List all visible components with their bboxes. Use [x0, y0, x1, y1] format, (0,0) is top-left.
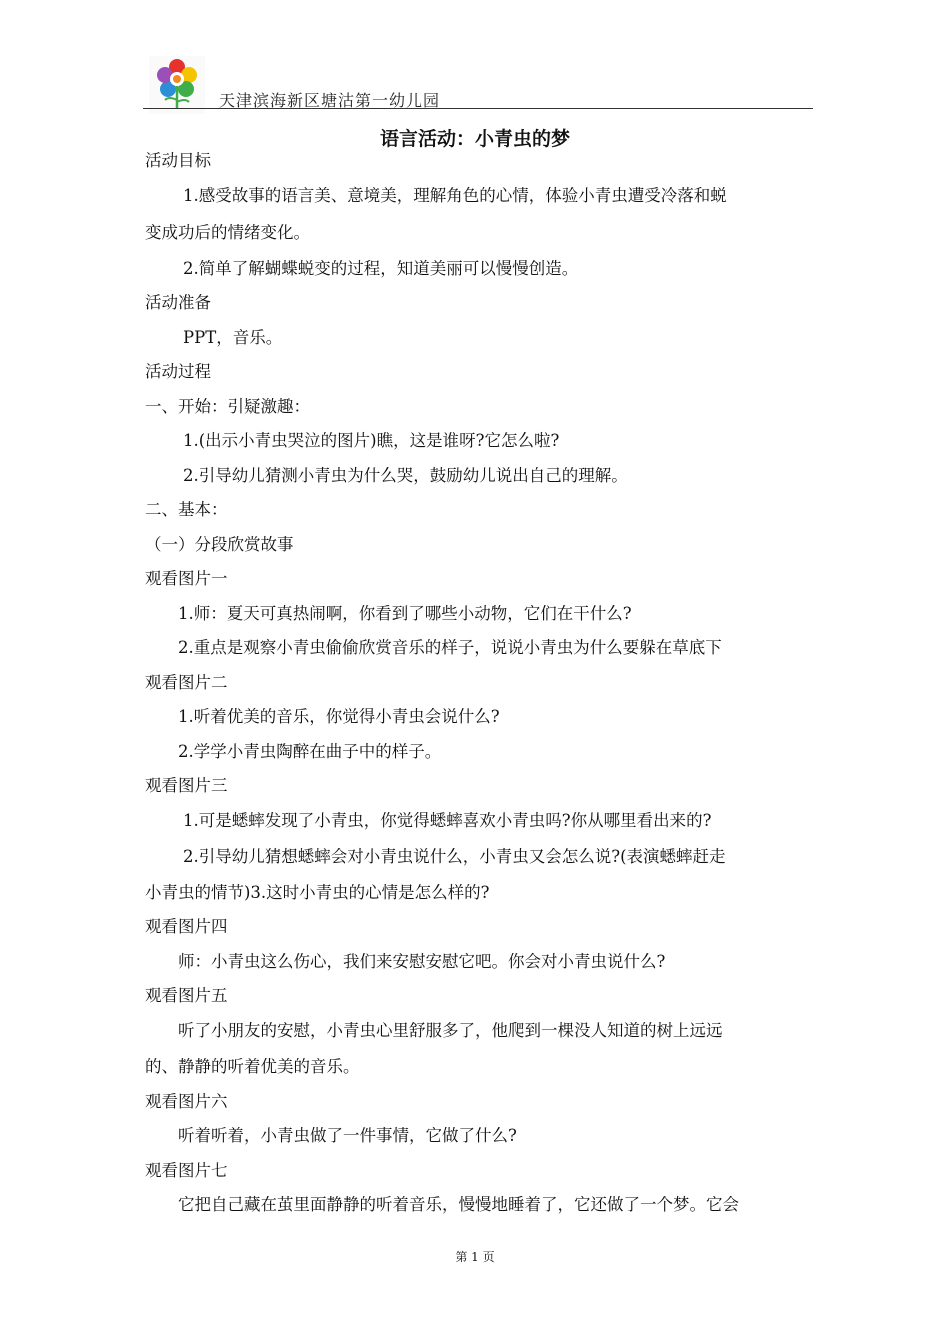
section-heading: 活动过程	[145, 362, 211, 381]
section-heading: 观看图片五	[145, 986, 228, 1005]
paragraph-line: 2.重点是观察小青虫偷偷欣赏音乐的样子，说说小青虫为什么要躲在草底下	[178, 638, 722, 657]
paragraph-line: 听着听着，小青虫做了一件事情，它做了什么?	[178, 1126, 517, 1145]
paragraph-line: 2.引导幼儿猜想蟋蟀会对小青虫说什么，小青虫又会怎么说?(表演蟋蟀赶走	[183, 847, 726, 866]
paragraph-line: 1.可是蟋蟀发现了小青虫，你觉得蟋蟀喜欢小青虫吗?你从哪里看出来的?	[183, 811, 712, 830]
document-title: 语言活动：小青虫的梦	[379, 128, 570, 150]
header-rule	[143, 108, 813, 109]
section-heading: 活动准备	[145, 293, 211, 312]
paragraph-line: 1.师：夏天可真热闹啊，你看到了哪些小动物，它们在干什么?	[178, 604, 632, 623]
section-heading: 活动目标	[145, 151, 211, 170]
subsection-heading: 一、开始：引疑激趣：	[145, 397, 310, 416]
subsection-heading: 二、基本：	[145, 500, 228, 519]
section-heading: 观看图片三	[145, 776, 228, 795]
paragraph-line: 2.引导幼儿猜测小青虫为什么哭，鼓励幼儿说出自己的理解。	[183, 466, 628, 485]
paragraph-line: 的、静静的听着优美的音乐。	[145, 1057, 360, 1076]
flower-logo-icon	[149, 56, 205, 114]
paragraph-line: 1.感受故事的语言美、意境美，理解角色的心情，体验小青虫遭受冷落和蜕	[183, 186, 727, 205]
paragraph-line: 小青虫的情节)3.这时小青虫的心情是怎么样的?	[145, 883, 490, 902]
paragraph-line: 听了小朋友的安慰，小青虫心里舒服多了，他爬到一棵没人知道的树上远远	[178, 1021, 723, 1040]
paragraph-line: 它把自己藏在茧里面静静的听着音乐，慢慢地睡着了，它还做了一个梦。它会	[178, 1195, 739, 1214]
school-name: 天津滨海新区塘沽第一幼儿园	[219, 91, 441, 110]
section-heading: 观看图片六	[145, 1092, 228, 1111]
section-heading: 观看图片一	[145, 569, 228, 588]
paragraph-line: 变成功后的情绪变化。	[145, 223, 310, 242]
paragraph-line: 1.听着优美的音乐，你觉得小青虫会说什么?	[178, 707, 500, 726]
subsection-heading: （一）分段欣赏故事	[145, 535, 294, 554]
section-heading: 观看图片四	[145, 917, 228, 936]
page-number: 第 1 页	[455, 1250, 495, 1264]
section-heading: 观看图片七	[145, 1161, 228, 1180]
paragraph-line: 师：小青虫这么伤心，我们来安慰安慰它吧。你会对小青虫说什么?	[178, 952, 666, 971]
page-header	[143, 52, 813, 110]
paragraph-line: 2.学学小青虫陶醉在曲子中的样子。	[178, 742, 442, 761]
paragraph-line: 2.简单了解蝴蝶蜕变的过程，知道美丽可以慢慢创造。	[183, 259, 579, 278]
paragraph-line: PPT，音乐。	[183, 328, 283, 347]
paragraph-line: 1.(出示小青虫哭泣的图片)瞧，这是谁呀?它怎么啦?	[183, 431, 560, 450]
section-heading: 观看图片二	[145, 673, 228, 692]
